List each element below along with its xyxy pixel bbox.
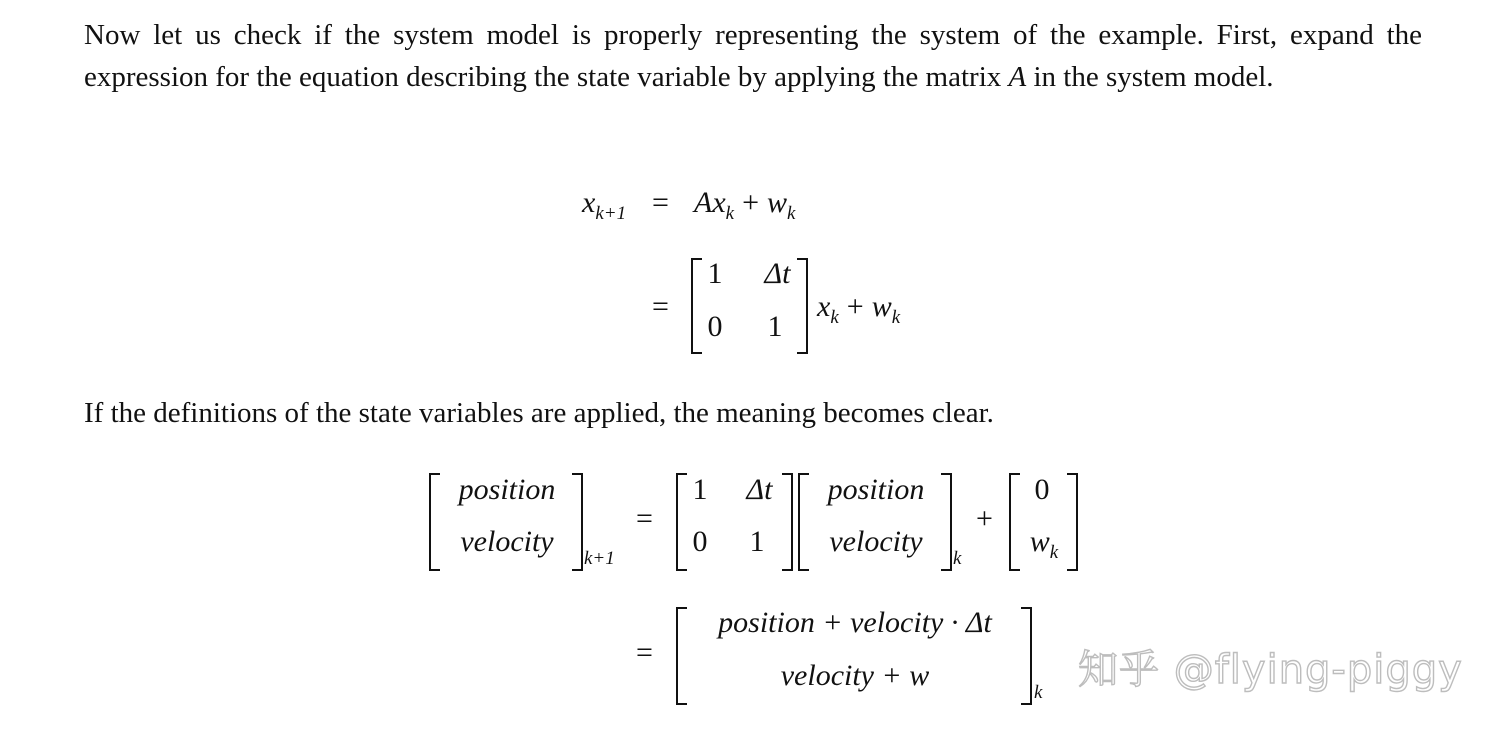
eq1-matrix-right-bracket [797, 258, 808, 354]
eq1-equals-1: = [652, 186, 669, 219]
paragraph-definitions: If the definitions of the state variables are applied, the meaning becomes clear. [84, 397, 994, 429]
watermark: 知乎 @flying-piggy [1078, 647, 1463, 693]
eq2-lhs-right-bracket [572, 473, 583, 571]
eq2-state-bottom: velocity [829, 525, 923, 558]
eq2-equals-1: = [636, 502, 653, 535]
eq1-line2-rhs: $x_k + w_k$ [817, 290, 901, 328]
eq2-result-right-bracket [1021, 607, 1032, 705]
eq2-noise-top: 0 [1034, 473, 1050, 506]
eq2-lhs-top: position [458, 473, 556, 506]
eq2-result-top: position + velocity · Δt [718, 606, 992, 639]
eq2-equals-2: = [636, 636, 653, 669]
eq2-noise-bottom: $w_k$ [1029, 525, 1059, 563]
eq2-state-top: position [827, 473, 925, 506]
eq1-matrix-a11: 1 [707, 257, 723, 290]
eq2-result-sub: k [1034, 682, 1043, 703]
eq2-lhs-left-bracket [429, 473, 440, 571]
matrix-symbol: A [1008, 61, 1027, 93]
eq2-matrix-a22: 1 [749, 525, 765, 558]
eq2-state-left-bracket [798, 473, 809, 571]
eq1-line1-rhs: $Ax_k + w_k$ [694, 186, 796, 224]
eq2-matrix-a12: Δt [746, 473, 773, 506]
eq2-matrix-right-bracket [782, 473, 793, 571]
eq1-equals-2: = [652, 290, 669, 323]
paragraph-intro-text-before: Now let us check if the system model is properly representing the system of the example. First, expand the expression for the equation describing the state variable by applying the matrix [84, 19, 1422, 93]
eq2-result-bottom: velocity + w [780, 659, 930, 692]
eq2-noise-right-bracket [1067, 473, 1078, 571]
eq2-matrix-a11: 1 [692, 473, 708, 506]
eq2-state-right-bracket [941, 473, 952, 571]
eq1-lhs: $x_{k+1}$ [582, 186, 627, 224]
eq2-lhs-sub: k+1 [584, 548, 615, 569]
eq2-state-sub: k [953, 548, 962, 569]
paragraph-intro-text-after: in the system model. [1026, 61, 1274, 93]
eq1-matrix-a21: 0 [707, 310, 723, 343]
eq2-lhs-bottom: velocity [460, 525, 554, 558]
paragraph-intro [84, 14, 1422, 98]
eq1-matrix-a22: 1 [767, 310, 783, 343]
eq1-matrix-a12: Δt [764, 257, 791, 290]
eq2-result-left-bracket [676, 607, 687, 705]
eq2-plus: + [976, 502, 993, 535]
eq2-matrix-a21: 0 [692, 525, 708, 558]
